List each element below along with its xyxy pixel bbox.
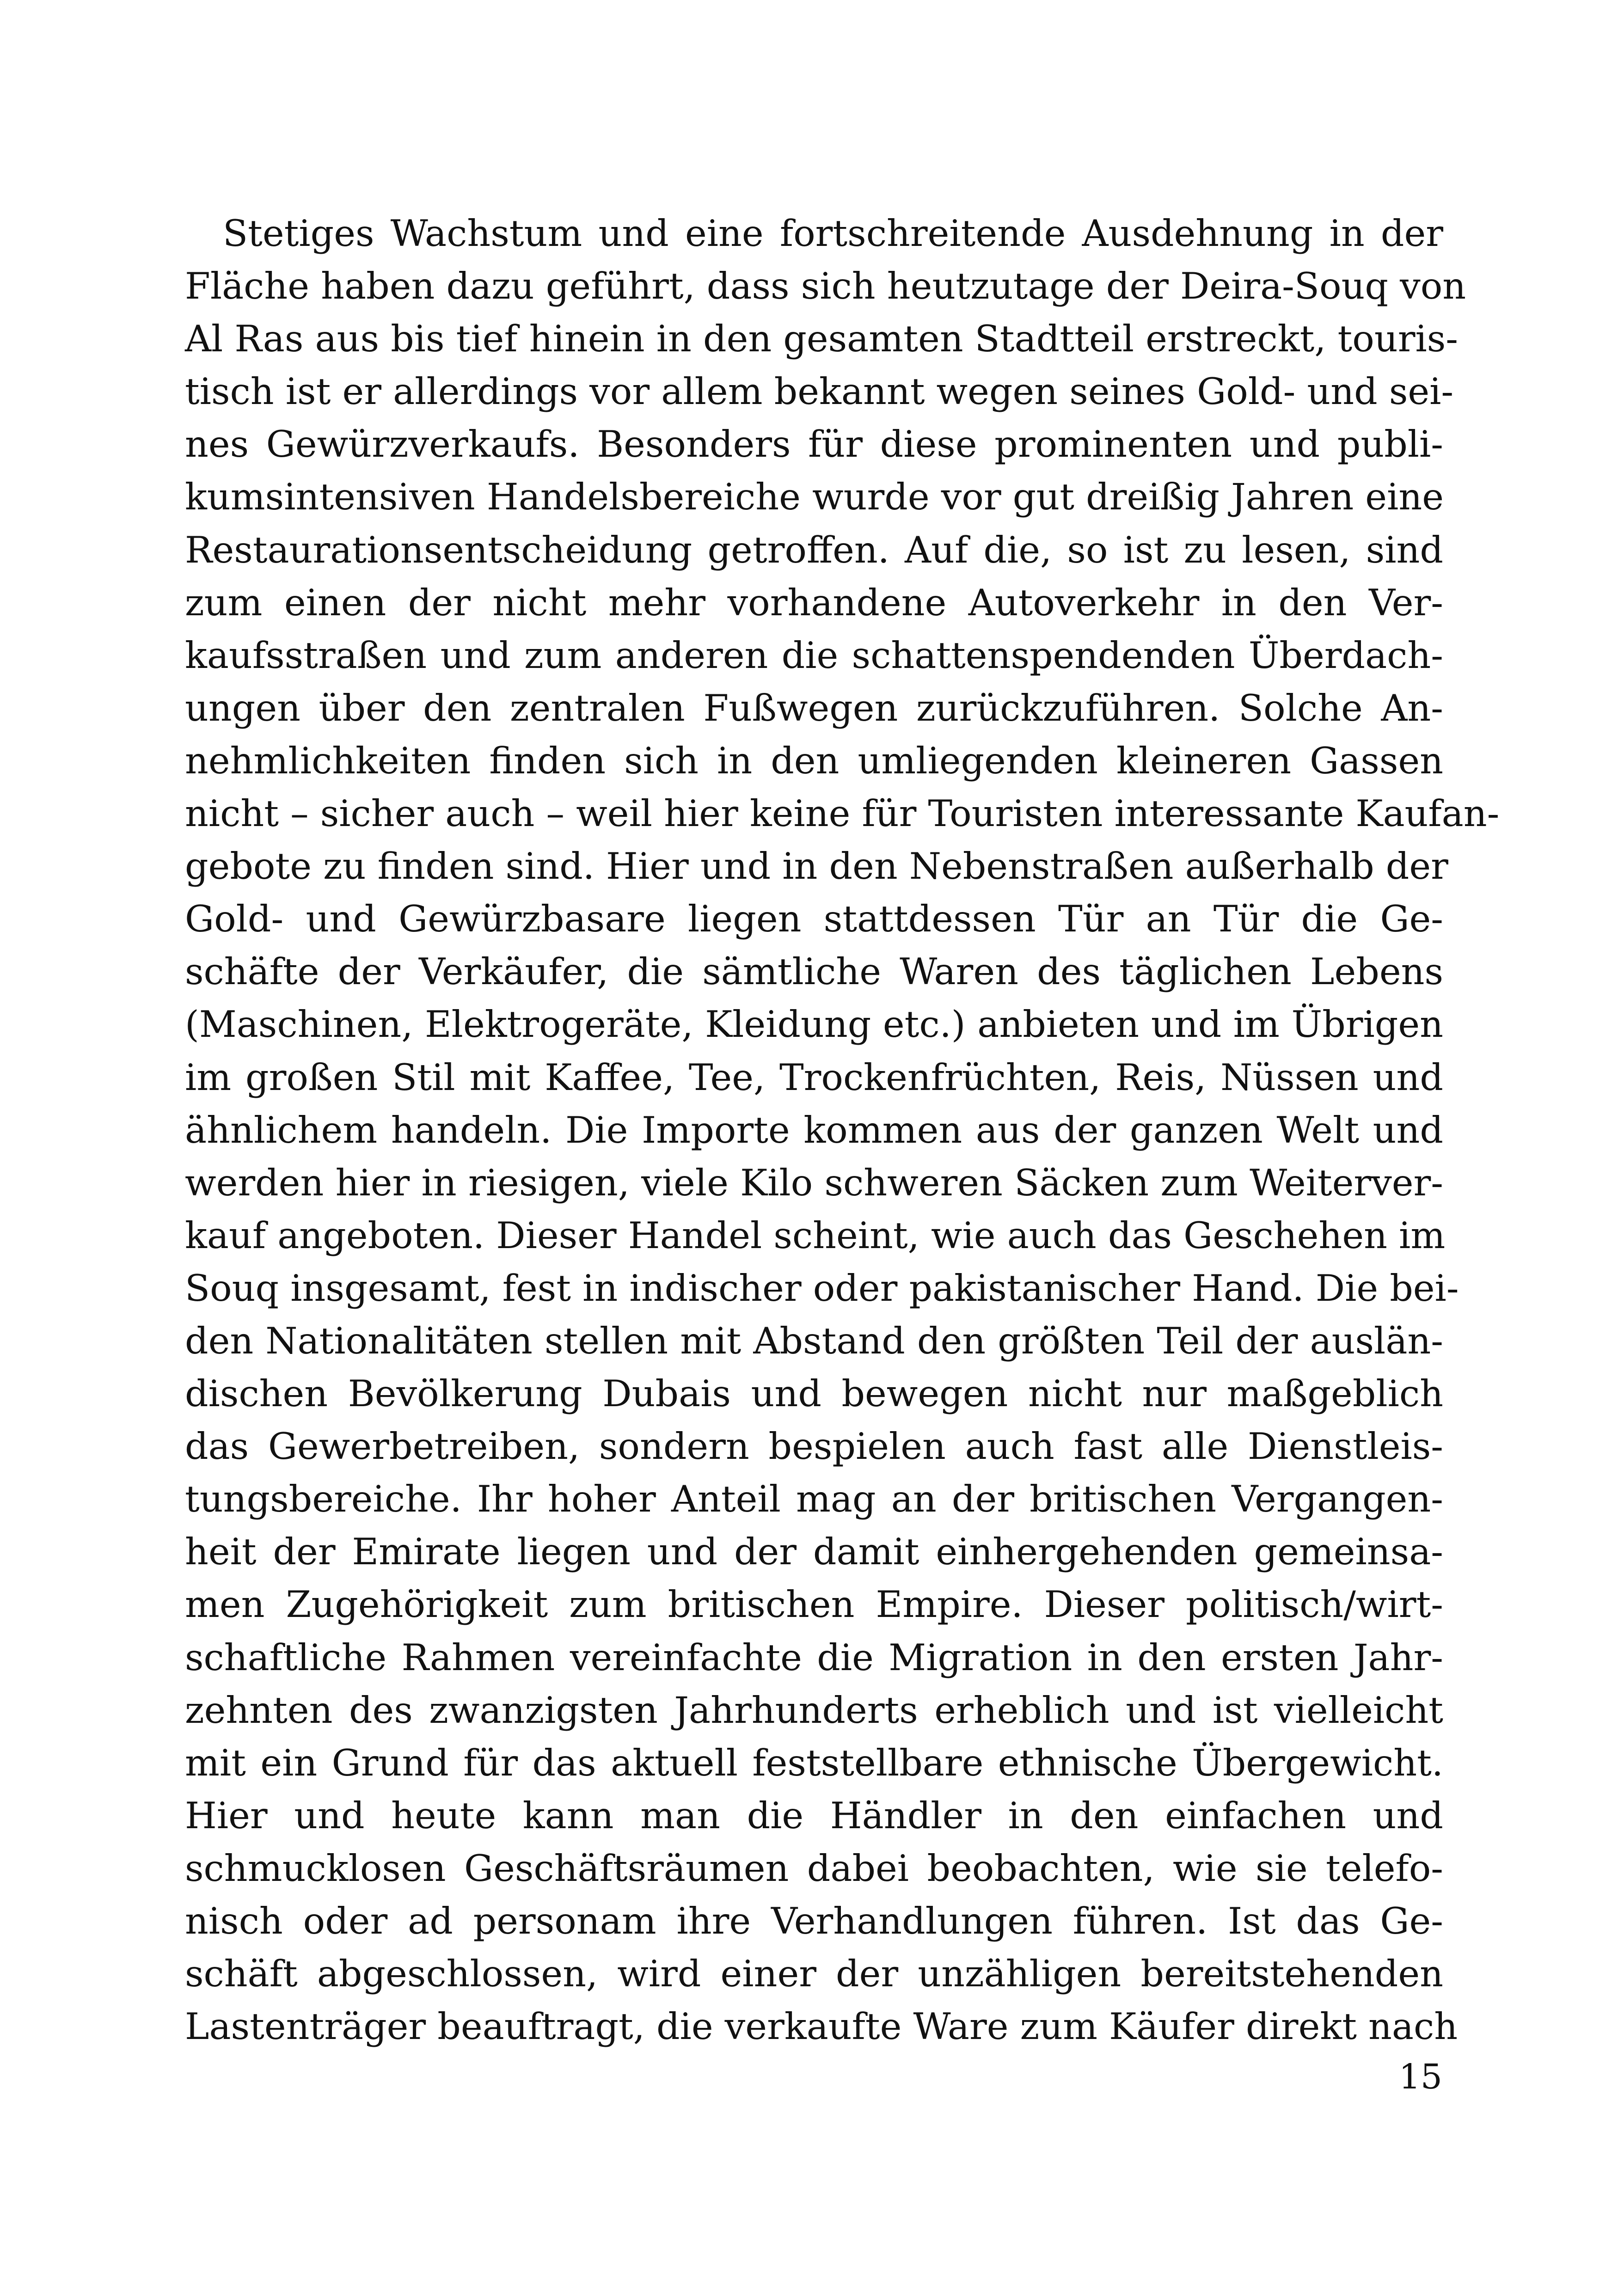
text-line: Gold- und Gewürzbasare liegen stattdessen Tür an Tür die Ge- bbox=[185, 898, 1443, 941]
text-line: kumsintensiven Handelsbereiche wurde vor gut dreißig Jahren eine bbox=[185, 476, 1444, 519]
text-line: Fläche haben dazu geführt, dass sich heutzutage der Deira-Souq von bbox=[185, 265, 1466, 308]
text-line: Stetiges Wachstum und eine fortschreitende Ausdehnung in der bbox=[223, 212, 1443, 255]
text-line: schäft abgeschlossen, wird einer der unzähligen bereitstehenden bbox=[185, 1953, 1443, 1996]
text-line: heit der Emirate liegen und der damit einhergehenden gemeinsa- bbox=[185, 1531, 1443, 1574]
page-number: 15 bbox=[1398, 2057, 1442, 2097]
text-line: nicht – sicher auch – weil hier keine für Touristen interessante Kaufan- bbox=[185, 792, 1500, 835]
text-line: dischen Bevölkerung Dubais und bewegen nicht nur maßgeblich bbox=[185, 1372, 1443, 1415]
text-line: Al Ras aus bis tief hinein in den gesamten Stadtteil erstreckt, touris- bbox=[185, 318, 1458, 361]
text-line: werden hier in riesigen, viele Kilo schweren Säcken zum Weiterver- bbox=[185, 1161, 1443, 1204]
text-line: das Gewerbetreiben, sondern bespielen auch fast alle Dienstleis- bbox=[185, 1425, 1443, 1468]
text-line: kaufsstraßen und zum anderen die schattenspendenden Überdach- bbox=[185, 634, 1443, 677]
text-line: tungsbereiche. Ihr hoher Anteil mag an der britischen Vergangen- bbox=[185, 1478, 1443, 1521]
text-line: Lastenträger beauftragt, die verkaufte Ware zum Käufer direkt nach bbox=[185, 2005, 1458, 2048]
text-line: ungen über den zentralen Fußwegen zurückzuführen. Solche An- bbox=[185, 686, 1443, 729]
text-line: nisch oder ad personam ihre Verhandlungen führen. Ist das Ge- bbox=[185, 1900, 1443, 1942]
text-line: schaftliche Rahmen vereinfachte die Migration in den ersten Jahr- bbox=[185, 1636, 1443, 1679]
text-line: zum einen der nicht mehr vorhandene Autoverkehr in den Ver- bbox=[185, 581, 1443, 624]
text-line: zehnten des zwanzigsten Jahrhunderts erheblich und ist vielleicht bbox=[185, 1689, 1443, 1732]
text-line: Souq insgesamt, fest in indischer oder pakistanischer Hand. Die bei- bbox=[185, 1267, 1459, 1310]
text-line: den Nationalitäten stellen mit Abstand den größten Teil der auslän- bbox=[185, 1319, 1443, 1362]
text-line: Restaurationsentscheidung getroffen. Auf die, so ist zu lesen, sind bbox=[185, 528, 1443, 571]
text-line: nes Gewürzverkaufs. Besonders für diese prominenten und publi- bbox=[185, 423, 1443, 466]
text-line: schmucklosen Geschäftsräumen dabei beobachten, wie sie telefo- bbox=[185, 1847, 1443, 1890]
text-line: schäfte der Verkäufer, die sämtliche Waren des täglichen Lebens bbox=[185, 950, 1443, 993]
text-line: mit ein Grund für das aktuell feststellbare ethnische Übergewicht. bbox=[185, 1741, 1443, 1784]
text-line: (Maschinen, Elektrogeräte, Kleidung etc.) anbieten und im Übrigen bbox=[185, 1003, 1443, 1046]
body-paragraph bbox=[185, 207, 1500, 2053]
text-line: im großen Stil mit Kaffee, Tee, Trockenfrüchten, Reis, Nüssen und bbox=[185, 1056, 1443, 1099]
text-line: ähnlichem handeln. Die Importe kommen aus der ganzen Welt und bbox=[185, 1108, 1443, 1151]
text-line: nehmlichkeiten finden sich in den umliegenden kleineren Gassen bbox=[185, 739, 1443, 782]
text-line: tisch ist er allerdings vor allem bekannt wegen seines Gold- und sei- bbox=[185, 370, 1454, 413]
text-line: gebote zu finden sind. Hier und in den Nebenstraßen außerhalb der bbox=[185, 845, 1448, 888]
text-line: Hier und heute kann man die Händler in den einfachen und bbox=[185, 1794, 1443, 1837]
text-line: men Zugehörigkeit zum britischen Empire. Dieser politisch/wirt- bbox=[185, 1583, 1443, 1626]
text-line: kauf angeboten. Dieser Handel scheint, wie auch das Geschehen im bbox=[185, 1214, 1446, 1257]
